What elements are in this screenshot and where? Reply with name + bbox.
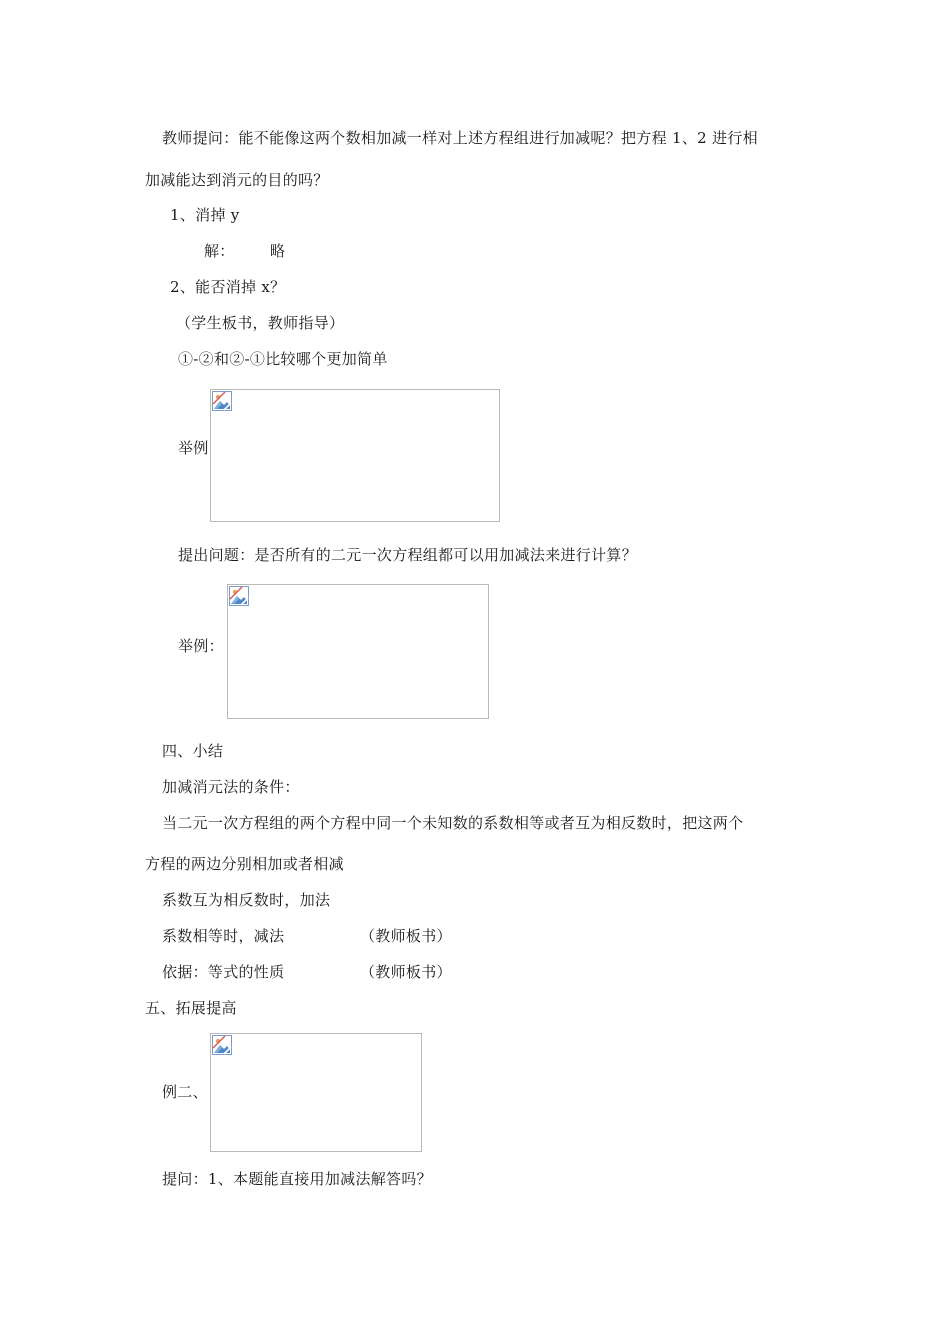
step1-solution-label: 解： (204, 242, 235, 260)
summary-basis-note: （教师板书） (360, 963, 452, 981)
summary-rule-equal-note: （教师板书） (360, 927, 452, 945)
step1-label: 1、消掉 y (170, 206, 240, 224)
extension-heading: 五、拓展提高 (145, 999, 237, 1017)
summary-heading: 四、小结 (162, 742, 224, 760)
step2-compare: ①-②和②-①比较哪个更加简单 (178, 350, 388, 368)
summary-condition-line2: 方程的两边分别相加或者相减 (145, 855, 344, 873)
summary-condition-line1: 当二元一次方程组的两个方程中同一个未知数的系数相等或者互为相反数时，把这两个 (162, 814, 744, 832)
intro-question-line1: 教师提问：能不能像这两个数相加减一样对上述方程组进行加减呢？把方程 1、2 进行相 (162, 129, 758, 147)
step2-label: 2、能否消掉 x？ (170, 278, 286, 296)
extension-question: 提问：1、本题能直接用加减法解答吗？ (162, 1170, 432, 1188)
broken-image-icon (212, 391, 232, 411)
step1-solution-value: 略 (270, 242, 286, 260)
question2-text: 提出问题：是否所有的二元一次方程组都可以用加减法来进行计算？ (178, 546, 638, 564)
summary-rule-opposite: 系数互为相反数时，加法 (162, 891, 331, 909)
broken-image-icon (229, 586, 249, 606)
example2-image (227, 584, 489, 719)
summary-rule-equal: 系数相等时，减法 (162, 927, 285, 945)
intro-question-line2: 加减能达到消元的目的吗？ (145, 171, 329, 189)
extension-example-image (210, 1033, 422, 1152)
example2-label: 举例： (178, 637, 224, 655)
example1-image (210, 389, 500, 522)
summary-basis: 依据：等式的性质 (162, 963, 285, 981)
step2-note: （学生板书，教师指导） (176, 314, 345, 332)
broken-image-icon (212, 1035, 232, 1055)
summary-condition-title: 加减消元法的条件： (162, 778, 300, 796)
example1-label: 举例 (178, 439, 209, 457)
extension-example-label: 例二、 (162, 1083, 208, 1101)
